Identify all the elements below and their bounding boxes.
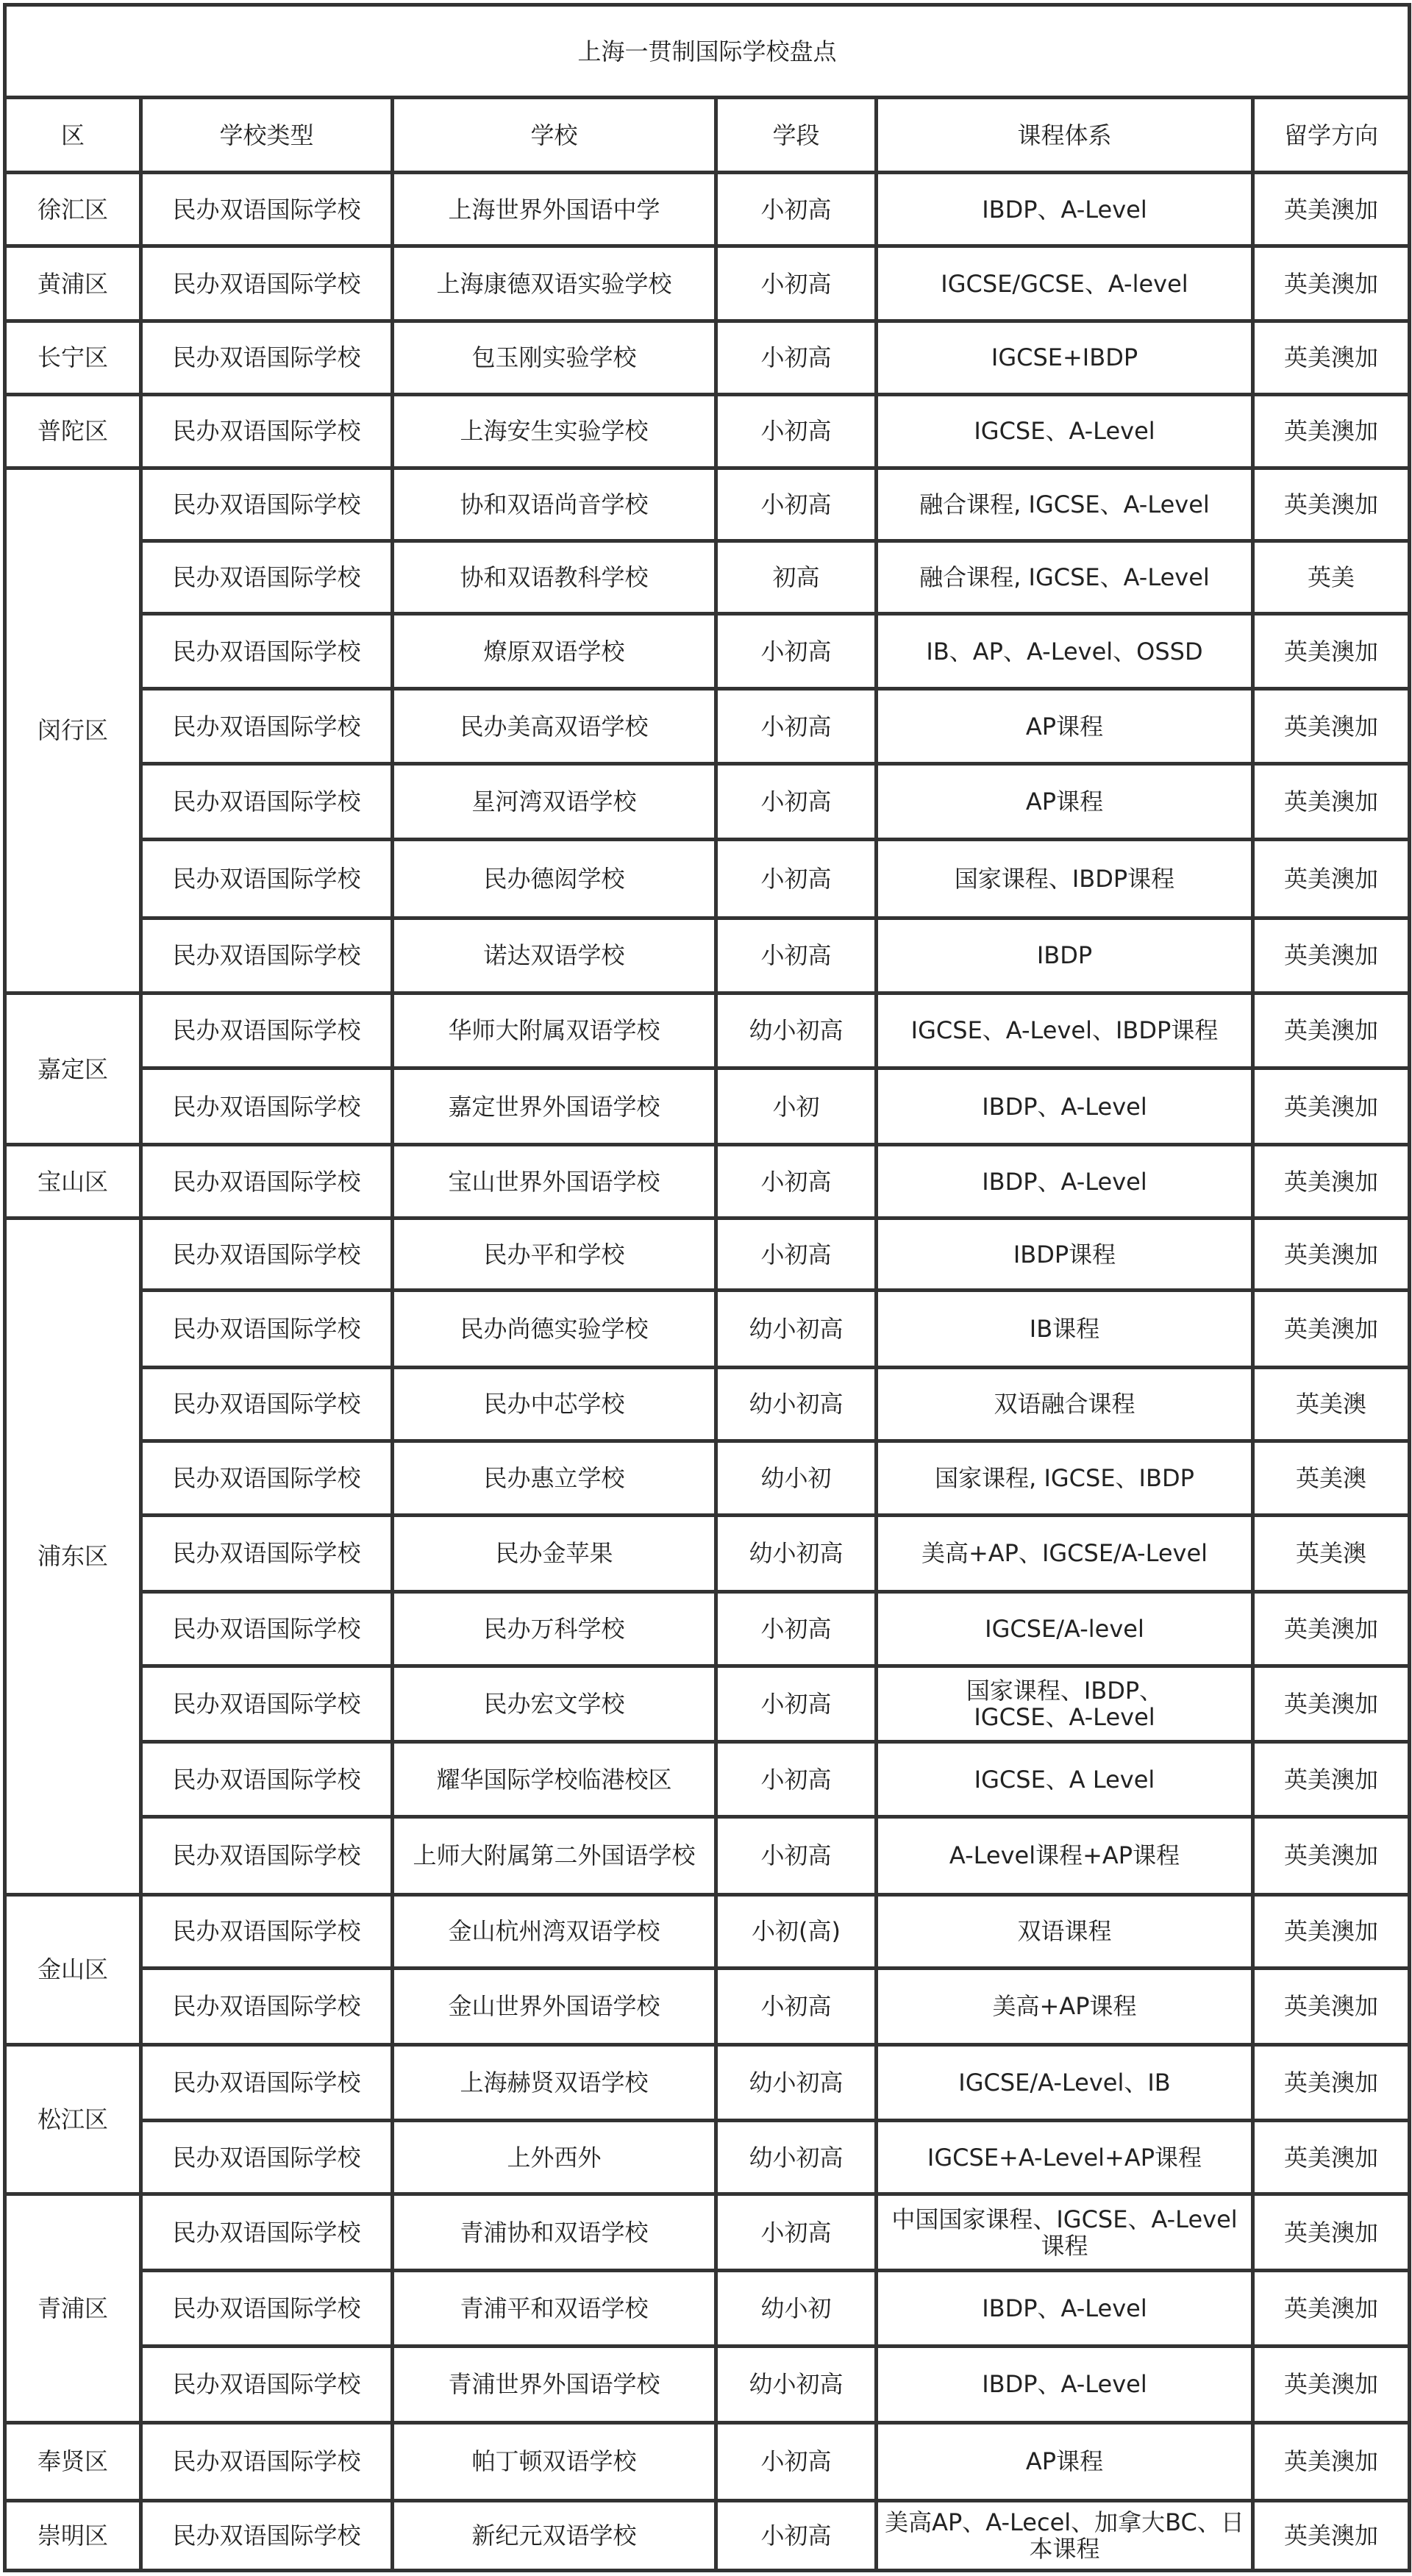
school-cell: 民办万科学校 — [393, 1591, 716, 1666]
table-row — [5, 2500, 1410, 2570]
header-curriculum: 课程体系 — [877, 98, 1253, 173]
direction-cell: 英美澳加 — [1253, 1894, 1410, 1968]
table-row — [5, 173, 1410, 246]
stage-cell: 小初高 — [716, 1968, 877, 2044]
school-type-cell: 民办双语国际学校 — [141, 2044, 393, 2120]
table-row — [5, 1591, 1410, 1666]
curriculum-cell: 国家课程, IGCSE、IBDP — [877, 1441, 1253, 1515]
table-row — [5, 321, 1410, 394]
table-row — [5, 2120, 1410, 2194]
curriculum-line-2: 课程 — [1041, 2231, 1088, 2260]
school-cell: 民办美高双语学校 — [393, 689, 716, 764]
school-cell: 上外西外 — [393, 2120, 716, 2194]
curriculum-line-1: 美高AP、A-Lecel、加拿大BC、日 — [885, 2508, 1244, 2536]
direction-cell: 英美澳加 — [1253, 1968, 1410, 2044]
direction-cell: 英美澳加 — [1253, 839, 1410, 918]
stage-cell: 小初高 — [716, 2194, 877, 2271]
curriculum-cell: 双语课程 — [877, 1894, 1253, 1968]
stage-cell: 小初高 — [716, 918, 877, 993]
curriculum-cell: A-Level课程+AP课程 — [877, 1817, 1253, 1894]
table-row — [5, 1968, 1410, 2044]
district-cell: 徐汇区 — [5, 173, 141, 246]
stage-cell: 小初高 — [716, 764, 877, 839]
direction-cell: 英美澳加 — [1253, 2194, 1410, 2271]
school-type-cell: 民办双语国际学校 — [141, 246, 393, 321]
school-type-cell: 民办双语国际学校 — [141, 1817, 393, 1894]
school-type-cell: 民办双语国际学校 — [141, 1666, 393, 1742]
direction-cell: 英美澳加 — [1253, 2044, 1410, 2120]
school-type-cell: 民办双语国际学校 — [141, 1145, 393, 1219]
stage-cell: 幼小初高 — [716, 2120, 877, 2194]
district-cell: 奉贤区 — [5, 2422, 141, 2500]
direction-cell: 英美 — [1253, 541, 1410, 614]
school-cell: 青浦协和双语学校 — [393, 2194, 716, 2271]
school-cell: 协和双语尚音学校 — [393, 468, 716, 540]
curriculum-cell: 美高+AP、IGCSE/A-Level — [877, 1515, 1253, 1591]
stage-cell: 幼小初 — [716, 2271, 877, 2347]
school-cell: 宝山世界外国语学校 — [393, 1145, 716, 1219]
curriculum-cell: IB课程 — [877, 1291, 1253, 1367]
curriculum-cell: IB、AP、A-Level、OSSD — [877, 614, 1253, 689]
school-cell: 帕丁顿双语学校 — [393, 2422, 716, 2500]
direction-cell: 英美澳加 — [1253, 918, 1410, 993]
stage-cell: 幼小初高 — [716, 1515, 877, 1591]
curriculum-cell: 融合课程, IGCSE、A-Level — [877, 541, 1253, 614]
direction-cell: 英美澳加 — [1253, 2120, 1410, 2194]
stage-cell: 小初高 — [716, 1817, 877, 1894]
curriculum-cell: IGCSE/GCSE、A-level — [877, 246, 1253, 321]
table-row — [5, 1817, 1410, 1894]
header-stage: 学段 — [716, 98, 877, 173]
direction-cell: 英美澳加 — [1253, 764, 1410, 839]
school-type-cell: 民办双语国际学校 — [141, 2347, 393, 2422]
direction-cell: 英美澳加 — [1253, 1145, 1410, 1219]
school-type-cell: 民办双语国际学校 — [141, 1968, 393, 2044]
school-type-cell: 民办双语国际学校 — [141, 918, 393, 993]
direction-cell: 英美澳加 — [1253, 614, 1410, 689]
school-type-cell: 民办双语国际学校 — [141, 689, 393, 764]
curriculum-cell: IGCSE/A-Level、IB — [877, 2044, 1253, 2120]
school-type-cell: 民办双语国际学校 — [141, 839, 393, 918]
direction-cell: 英美澳加 — [1253, 1068, 1410, 1145]
curriculum-cell: 双语融合课程 — [877, 1367, 1253, 1441]
school-type-cell: 民办双语国际学校 — [141, 2422, 393, 2500]
school-type-cell: 民办双语国际学校 — [141, 1367, 393, 1441]
school-cell: 民办惠立学校 — [393, 1441, 716, 1515]
direction-cell: 英美澳加 — [1253, 468, 1410, 540]
table-row — [5, 394, 1410, 468]
stage-cell: 小初高 — [716, 394, 877, 468]
school-cell: 民办尚德实验学校 — [393, 1291, 716, 1367]
stage-cell: 小初高 — [716, 1742, 877, 1817]
curriculum-cell: IBDP、A-Level — [877, 173, 1253, 246]
curriculum-cell: IBDP、A-Level — [877, 1068, 1253, 1145]
curriculum-cell — [877, 1666, 1253, 1742]
direction-cell: 英美澳加 — [1253, 1219, 1410, 1291]
direction-cell: 英美澳加 — [1253, 246, 1410, 321]
stage-cell: 小初高 — [716, 246, 877, 321]
direction-cell: 英美澳加 — [1253, 321, 1410, 394]
stage-cell: 小初高 — [716, 614, 877, 689]
table-row — [5, 2347, 1410, 2422]
curriculum-cell: 融合课程, IGCSE、A-Level — [877, 468, 1253, 540]
stage-cell: 小初高 — [716, 468, 877, 540]
school-cell: 诺达双语学校 — [393, 918, 716, 993]
curriculum-cell: IBDP、A-Level — [877, 2271, 1253, 2347]
header-district: 区 — [5, 98, 141, 173]
header-row — [5, 98, 1410, 173]
table-row — [5, 918, 1410, 993]
stage-cell: 小初高 — [716, 839, 877, 918]
school-cell: 金山世界外国语学校 — [393, 1968, 716, 2044]
school-type-cell: 民办双语国际学校 — [141, 541, 393, 614]
district-cell: 金山区 — [5, 1894, 141, 2044]
school-type-cell: 民办双语国际学校 — [141, 2194, 393, 2271]
district-cell: 闵行区 — [5, 468, 141, 993]
stage-cell: 初高 — [716, 541, 877, 614]
curriculum-line-1: 国家课程、IBDP、 — [966, 1677, 1163, 1705]
district-cell: 宝山区 — [5, 1145, 141, 1219]
stage-cell: 小初高 — [716, 1145, 877, 1219]
district-cell: 嘉定区 — [5, 993, 141, 1144]
curriculum-cell: AP课程 — [877, 764, 1253, 839]
school-cell: 民办平和学校 — [393, 1219, 716, 1291]
district-cell: 松江区 — [5, 2044, 141, 2194]
school-cell: 青浦世界外国语学校 — [393, 2347, 716, 2422]
school-cell: 上海赫贤双语学校 — [393, 2044, 716, 2120]
curriculum-line-1: 中国国家课程、IGCSE、A-Level — [891, 2205, 1238, 2233]
header-school: 学校 — [393, 98, 716, 173]
table-row — [5, 541, 1410, 614]
table-row — [5, 1515, 1410, 1591]
curriculum-cell: IBDP — [877, 918, 1253, 993]
stage-cell: 幼小初高 — [716, 1291, 877, 1367]
table-row — [5, 1441, 1410, 1515]
school-cell: 嘉定世界外国语学校 — [393, 1068, 716, 1145]
school-cell: 华师大附属双语学校 — [393, 993, 716, 1068]
direction-cell: 英美澳加 — [1253, 1817, 1410, 1894]
table-row — [5, 689, 1410, 764]
curriculum-cell: IBDP、A-Level — [877, 2347, 1253, 2422]
school-cell: 星河湾双语学校 — [393, 764, 716, 839]
direction-cell: 英美澳加 — [1253, 1591, 1410, 1666]
school-table — [3, 3, 1411, 2572]
direction-cell: 英美澳加 — [1253, 394, 1410, 468]
table-row — [5, 2422, 1410, 2500]
direction-cell: 英美澳 — [1253, 1441, 1410, 1515]
school-cell: 新纪元双语学校 — [393, 2500, 716, 2570]
table-row — [5, 1068, 1410, 1145]
school-type-cell: 民办双语国际学校 — [141, 468, 393, 540]
school-type-cell: 民办双语国际学校 — [141, 614, 393, 689]
district-cell: 崇明区 — [5, 2500, 141, 2570]
school-type-cell: 民办双语国际学校 — [141, 2500, 393, 2570]
curriculum-cell: AP课程 — [877, 689, 1253, 764]
curriculum-cell: IBDP课程 — [877, 1219, 1253, 1291]
school-type-cell: 民办双语国际学校 — [141, 764, 393, 839]
header-school-type: 学校类型 — [141, 98, 393, 173]
school-type-cell: 民办双语国际学校 — [141, 993, 393, 1068]
stage-cell: 小初 — [716, 1068, 877, 1145]
direction-cell: 英美澳加 — [1253, 2347, 1410, 2422]
stage-cell: 小初高 — [716, 321, 877, 394]
stage-cell: 小初高 — [716, 689, 877, 764]
table-row — [5, 1666, 1410, 1742]
curriculum-cell: IGCSE/A-level — [877, 1591, 1253, 1666]
curriculum-cell: IGCSE+A-Level+AP课程 — [877, 2120, 1253, 2194]
school-type-cell: 民办双语国际学校 — [141, 1441, 393, 1515]
stage-cell: 幼小初高 — [716, 993, 877, 1068]
direction-cell: 英美澳 — [1253, 1515, 1410, 1591]
school-cell: 金山杭州湾双语学校 — [393, 1894, 716, 1968]
school-type-cell: 民办双语国际学校 — [141, 1291, 393, 1367]
stage-cell: 幼小初 — [716, 1441, 877, 1515]
school-type-cell: 民办双语国际学校 — [141, 394, 393, 468]
table-row — [5, 1219, 1410, 1291]
table-row — [5, 1742, 1410, 1817]
school-type-cell: 民办双语国际学校 — [141, 1742, 393, 1817]
stage-cell: 小初(高) — [716, 1894, 877, 1968]
school-type-cell: 民办双语国际学校 — [141, 173, 393, 246]
curriculum-cell: AP课程 — [877, 2422, 1253, 2500]
curriculum-cell: IGCSE+IBDP — [877, 321, 1253, 394]
school-cell: 民办宏文学校 — [393, 1666, 716, 1742]
school-type-cell: 民办双语国际学校 — [141, 1219, 393, 1291]
stage-cell: 小初高 — [716, 2422, 877, 2500]
school-type-cell: 民办双语国际学校 — [141, 1068, 393, 1145]
school-cell: 民办德闳学校 — [393, 839, 716, 918]
school-cell: 上师大附属第二外国语学校 — [393, 1817, 716, 1894]
school-type-cell: 民办双语国际学校 — [141, 1591, 393, 1666]
direction-cell: 英美澳加 — [1253, 173, 1410, 246]
school-type-cell: 民办双语国际学校 — [141, 1515, 393, 1591]
direction-cell: 英美澳加 — [1253, 689, 1410, 764]
table-row — [5, 993, 1410, 1068]
direction-cell: 英美澳加 — [1253, 2271, 1410, 2347]
district-cell: 青浦区 — [5, 2194, 141, 2422]
stage-cell: 幼小初高 — [716, 2347, 877, 2422]
school-cell: 上海世界外国语中学 — [393, 173, 716, 246]
curriculum-cell — [877, 2194, 1253, 2271]
school-cell: 上海康德双语实验学校 — [393, 246, 716, 321]
school-type-cell: 民办双语国际学校 — [141, 1894, 393, 1968]
title-row — [5, 5, 1410, 98]
stage-cell: 小初高 — [716, 2500, 877, 2570]
stage-cell: 小初高 — [716, 1666, 877, 1742]
district-cell: 普陀区 — [5, 394, 141, 468]
table-body — [5, 5, 1410, 2571]
stage-cell: 小初高 — [716, 173, 877, 246]
table-row — [5, 1291, 1410, 1367]
direction-cell: 英美澳加 — [1253, 1742, 1410, 1817]
table-row — [5, 1145, 1410, 1219]
table-row — [5, 2044, 1410, 2120]
curriculum-cell: IBDP、A-Level — [877, 1145, 1253, 1219]
curriculum-line-2: 本课程 — [1029, 2534, 1100, 2563]
school-cell: 包玉刚实验学校 — [393, 321, 716, 394]
curriculum-cell: 国家课程、IBDP课程 — [877, 839, 1253, 918]
direction-cell: 英美澳加 — [1253, 1666, 1410, 1742]
table-row — [5, 2271, 1410, 2347]
table-row — [5, 468, 1410, 540]
school-cell: 协和双语教科学校 — [393, 541, 716, 614]
school-cell: 上海安生实验学校 — [393, 394, 716, 468]
school-type-cell: 民办双语国际学校 — [141, 2271, 393, 2347]
school-cell: 燎原双语学校 — [393, 614, 716, 689]
table-row — [5, 1367, 1410, 1441]
direction-cell: 英美澳加 — [1253, 2500, 1410, 2570]
stage-cell: 幼小初高 — [716, 1367, 877, 1441]
table-row — [5, 2194, 1410, 2271]
direction-cell: 英美澳加 — [1253, 993, 1410, 1068]
table-row — [5, 764, 1410, 839]
curriculum-cell: 美高+AP课程 — [877, 1968, 1253, 2044]
stage-cell: 小初高 — [716, 1219, 877, 1291]
header-direction: 留学方向 — [1253, 98, 1410, 173]
school-cell: 耀华国际学校临港校区 — [393, 1742, 716, 1817]
curriculum-cell: IGCSE、A Level — [877, 1742, 1253, 1817]
curriculum-cell: IGCSE、A-Level — [877, 394, 1253, 468]
direction-cell: 英美澳加 — [1253, 2422, 1410, 2500]
table-title: 上海一贯制国际学校盘点 — [5, 5, 1410, 98]
district-cell: 黄浦区 — [5, 246, 141, 321]
district-cell: 长宁区 — [5, 321, 141, 394]
school-cell: 青浦平和双语学校 — [393, 2271, 716, 2347]
direction-cell: 英美澳 — [1253, 1367, 1410, 1441]
curriculum-line-2: IGCSE、A-Level — [974, 1703, 1155, 1732]
stage-cell: 幼小初高 — [716, 2044, 877, 2120]
school-type-cell: 民办双语国际学校 — [141, 2120, 393, 2194]
table-row — [5, 839, 1410, 918]
school-cell: 民办金苹果 — [393, 1515, 716, 1591]
table-row — [5, 246, 1410, 321]
school-type-cell: 民办双语国际学校 — [141, 321, 393, 394]
curriculum-cell — [877, 2500, 1253, 2570]
district-cell: 浦东区 — [5, 1219, 141, 1894]
table-row — [5, 1894, 1410, 1968]
stage-cell: 小初高 — [716, 1591, 877, 1666]
school-cell: 民办中芯学校 — [393, 1367, 716, 1441]
table-row — [5, 614, 1410, 689]
direction-cell: 英美澳加 — [1253, 1291, 1410, 1367]
curriculum-cell: IGCSE、A-Level、IBDP课程 — [877, 993, 1253, 1068]
